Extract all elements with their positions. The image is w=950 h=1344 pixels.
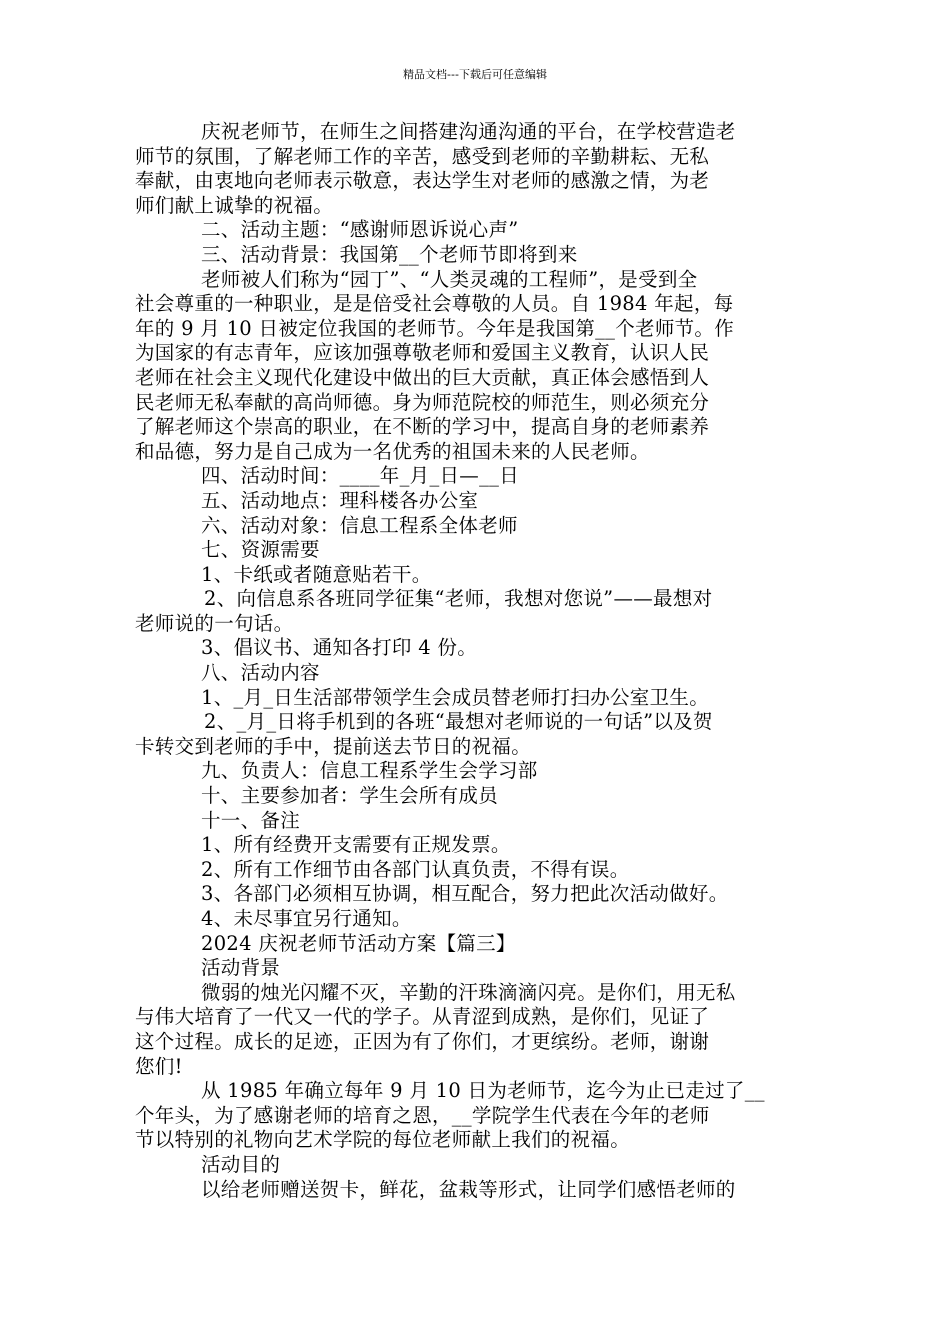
text-line: 九、负责人：信息工程系学生会学习部: [201, 759, 538, 783]
text-line: 五、活动地点：理科楼各办公室: [201, 488, 479, 512]
text-line: 2、_月_日将手机到的各班“最想对老师说的一句话”以及贺: [204, 710, 713, 734]
text-line: 师们献上诚挚的祝福。: [135, 193, 334, 217]
text-line: 个年头，为了感谢老师的培育之恩，__学院学生代表在今年的老师: [135, 1103, 710, 1127]
text-line: 奉献，由衷地向老师表示敬意，表达学生对老师的感激之情，为老: [135, 169, 710, 193]
text-line: 老师说的一句话。: [135, 611, 294, 635]
text-line: 四、活动时间：____年_月_日—__日: [201, 464, 519, 488]
text-line: 1、所有经费开支需要有正规发票。: [201, 833, 511, 857]
text-line: 八、活动内容: [201, 661, 320, 685]
text-line: 老师在社会主义现代化建设中做出的巨大贡献，真正体会感悟到人: [135, 365, 710, 389]
text-line: 3、各部门必须相互协调，相互配合，努力把此次活动做好。: [201, 882, 729, 906]
text-line: 以给老师赠送贺卡，鲜花，盆栽等形式，让同学们感悟老师的: [201, 1177, 736, 1201]
text-line: 和品德，努力是自己成为一名优秀的祖国未来的人民老师。: [135, 439, 650, 463]
text-line: 七、资源需要: [201, 538, 320, 562]
text-line: 节以特别的礼物向艺术学院的每位老师献上我们的祝福。: [135, 1128, 631, 1152]
text-line: 这个过程。成长的足迹，正因为有了你们，才更缤纷。老师，谢谢: [135, 1029, 710, 1053]
text-line: 为国家的有志青年，应该加强尊敬老师和爱国主义教育，认识人民: [135, 341, 710, 365]
text-line: 民老师无私奉献的高尚师德。身为师范院校的师范生，则必须充分: [135, 390, 710, 414]
text-line: 2024 庆祝老师节活动方案【篇三】: [201, 931, 516, 955]
document-body: [135, 120, 815, 1202]
text-line: 2、所有工作细节由各部门认真负责，不得有误。: [201, 857, 630, 881]
text-line: 师节的氛围，了解老师工作的辛苦，感受到老师的辛勤耕耘、无私: [135, 144, 710, 168]
text-line: 与伟大培育了一代又一代的学子。从青涩到成熟，是你们，见证了: [135, 1005, 710, 1029]
text-line: 2、向信息系各班同学征集“老师，我想对您说”——最想对: [204, 587, 713, 611]
text-line: 卡转交到老师的手中，提前送去节日的祝福。: [135, 734, 532, 758]
text-line: 您们!: [135, 1054, 183, 1078]
text-line: 老师被人们称为“园丁”、“人类灵魂的工程师”，是受到全: [201, 267, 698, 291]
text-line: 社会尊重的一种职业，是是倍受社会尊敬的人员。自 1984 年起，每: [135, 292, 734, 316]
text-line: 年的 9 月 10 日被定位我国的老师节。今年是我国第__个老师节。作: [135, 316, 735, 340]
text-line: 十一、备注: [201, 808, 301, 832]
text-line: 六、活动对象：信息工程系全体老师: [201, 513, 518, 537]
text-line: 十、主要参加者：学生会所有成员: [201, 784, 499, 808]
text-line: 二、活动主题：“感谢师恩诉说心声”: [201, 218, 519, 242]
text-line: 1、卡纸或者随意贴若干。: [201, 562, 432, 586]
text-line: 1、_月_日生活部带领学生会成员替老师打扫办公室卫生。: [201, 685, 710, 709]
text-line: 了解老师这个崇高的职业，在不断的学习中，提高自身的老师素养: [135, 415, 710, 439]
text-line: 微弱的烛光闪耀不灭，辛勤的汗珠滴滴闪亮。是你们，用无私: [201, 980, 736, 1004]
text-line: 三、活动背景：我国第__个老师节即将到来: [201, 242, 578, 266]
text-line: 庆祝老师节，在师生之间搭建沟通沟通的平台，在学校营造老: [201, 120, 736, 143]
text-line: 活动背景: [201, 956, 281, 980]
text-line: 3、倡议书、通知各打印 4 份。: [201, 636, 478, 660]
text-line: 从 1985 年确立每年 9 月 10 日为老师节，迄今为止已走过了__: [201, 1079, 765, 1103]
page-header: 精品文档---下载后可任意编辑: [403, 68, 547, 81]
text-line: 活动目的: [201, 1152, 281, 1176]
text-line: 4、未尽事宜另行通知。: [201, 907, 412, 930]
